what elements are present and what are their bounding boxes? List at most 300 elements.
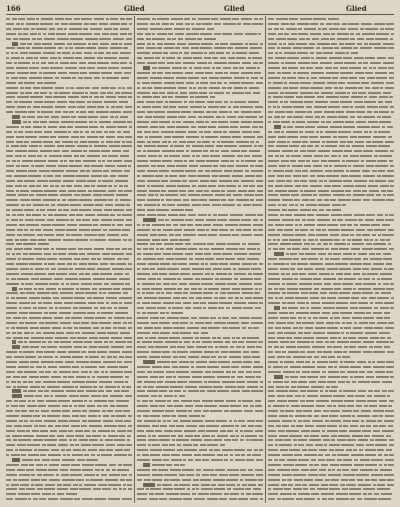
text-line [268, 51, 394, 55]
text-line [268, 370, 394, 374]
text-line [268, 213, 394, 217]
text-line [137, 130, 263, 134]
text-line [137, 233, 263, 237]
text-line [268, 463, 394, 467]
text-line [137, 301, 263, 305]
text-line [137, 429, 263, 433]
text-line [137, 345, 263, 349]
text-line [6, 86, 132, 90]
text-line [268, 385, 394, 389]
text-line [6, 321, 132, 325]
text-line [6, 105, 132, 109]
text-line [137, 159, 263, 163]
text-line [137, 394, 263, 398]
text-line [137, 100, 263, 104]
text-line [268, 66, 394, 70]
text-line [137, 453, 263, 457]
text-line [137, 497, 263, 501]
text-line [6, 140, 132, 144]
text-line [268, 414, 394, 418]
text-line [268, 404, 394, 408]
text-line [6, 311, 132, 315]
text-line [268, 360, 394, 364]
text-line [268, 37, 394, 41]
text-line [137, 228, 263, 232]
text-line [6, 203, 132, 207]
text-line [137, 389, 263, 393]
text-line [6, 193, 132, 197]
text-line [137, 81, 263, 85]
text-line [137, 473, 263, 477]
text-line [137, 463, 263, 467]
text-line [6, 331, 132, 335]
text-line [6, 169, 132, 173]
text-line [137, 272, 263, 276]
text-line [137, 193, 263, 197]
text-line [268, 257, 394, 261]
text-line [268, 81, 394, 85]
text-line [137, 311, 263, 315]
text-line [6, 483, 132, 487]
text-line [268, 247, 394, 251]
text-line [268, 389, 394, 393]
text-line [6, 154, 132, 158]
text-line [268, 120, 394, 124]
text-line [6, 438, 132, 442]
text-line [137, 414, 263, 418]
text-line [6, 365, 132, 369]
text-line [137, 296, 263, 300]
text-column-3 [268, 17, 394, 503]
text-line [137, 321, 263, 325]
text-line [137, 61, 263, 65]
text-line [268, 242, 394, 246]
text-line [268, 100, 394, 104]
text-line [6, 360, 132, 364]
text-line [268, 336, 394, 340]
text-line [137, 365, 263, 369]
text-line [268, 46, 394, 50]
text-line [137, 340, 263, 344]
text-line [137, 71, 263, 75]
text-line [268, 144, 394, 148]
text-line [6, 424, 132, 428]
column-divider-2 [265, 16, 266, 503]
text-line [268, 453, 394, 457]
text-line [268, 228, 394, 232]
text-line [268, 429, 394, 433]
text-line [6, 468, 132, 472]
text-line [268, 179, 394, 183]
text-line [268, 350, 394, 354]
text-line [268, 434, 394, 438]
text-line [137, 91, 263, 95]
text-line [137, 208, 263, 212]
text-line [137, 316, 263, 320]
text-line [268, 105, 394, 109]
page-number: 166 [6, 4, 21, 13]
text-line [137, 144, 263, 148]
text-line [137, 135, 263, 139]
text-line [6, 380, 132, 384]
text-line [137, 42, 263, 46]
text-line [6, 242, 132, 246]
text-line [137, 115, 263, 119]
text-line [268, 380, 394, 384]
text-line [137, 27, 263, 31]
text-line [137, 487, 263, 491]
text-line [137, 468, 263, 472]
text-line [6, 135, 132, 139]
text-line [268, 345, 394, 349]
text-line [268, 208, 394, 212]
text-line [268, 267, 394, 271]
text-line [268, 223, 394, 227]
text-line [268, 86, 394, 90]
text-line [137, 448, 263, 452]
text-line [6, 228, 132, 232]
text-line [268, 296, 394, 300]
text-line [137, 443, 263, 447]
text-line [6, 453, 132, 457]
text-line [137, 154, 263, 158]
text-line [137, 203, 263, 207]
text-line [6, 149, 132, 153]
text-line [6, 130, 132, 134]
text-line [268, 321, 394, 325]
text-line [6, 208, 132, 212]
text-line [268, 448, 394, 452]
text-line [268, 159, 394, 163]
text-line [268, 306, 394, 310]
text-line [268, 458, 394, 462]
text-line [137, 434, 263, 438]
text-line [268, 252, 394, 256]
text-line [137, 424, 263, 428]
text-line [137, 66, 263, 70]
text-line [137, 380, 263, 384]
text-line [137, 287, 263, 291]
text-line [268, 125, 394, 129]
text-line [6, 301, 132, 305]
text-line [137, 257, 263, 261]
text-line [268, 184, 394, 188]
text-line [6, 218, 132, 222]
text-line [137, 291, 263, 295]
text-line [6, 223, 132, 227]
text-line [137, 242, 263, 246]
text-line [6, 497, 132, 501]
text-line [6, 443, 132, 447]
text-line [137, 262, 263, 266]
text-line [6, 355, 132, 359]
text-line [137, 409, 263, 413]
text-line [6, 478, 132, 482]
text-line [137, 51, 263, 55]
text-line [6, 385, 132, 389]
text-line [6, 370, 132, 374]
text-line [6, 473, 132, 477]
text-line [137, 350, 263, 354]
text-line [268, 438, 394, 442]
text-line [268, 409, 394, 413]
text-line [268, 365, 394, 369]
headword-center: Glied [224, 4, 245, 13]
text-line [268, 468, 394, 472]
text-line [137, 438, 263, 442]
text-line [137, 22, 263, 26]
text-line [137, 247, 263, 251]
text-line [268, 149, 394, 153]
text-line [137, 218, 263, 222]
text-line [6, 115, 132, 119]
text-line [137, 326, 263, 330]
text-line [137, 140, 263, 144]
text-line [6, 340, 132, 344]
text-line [6, 213, 132, 217]
text-line [137, 184, 263, 188]
text-line [268, 71, 394, 75]
text-line [6, 56, 132, 60]
text-line [137, 267, 263, 271]
text-line [137, 76, 263, 80]
text-line [268, 262, 394, 266]
text-line [268, 95, 394, 99]
text-line [6, 429, 132, 433]
text-line [6, 458, 132, 462]
text-line [6, 399, 132, 403]
text-line [137, 223, 263, 227]
text-line [268, 301, 394, 305]
text-column-1 [6, 17, 132, 503]
text-column-2 [137, 17, 263, 503]
text-line [6, 27, 132, 31]
text-line [6, 233, 132, 237]
text-line [137, 252, 263, 256]
text-line [6, 51, 132, 55]
text-line [6, 272, 132, 276]
text-line [137, 370, 263, 374]
text-line [268, 316, 394, 320]
text-line [268, 130, 394, 134]
text-line [268, 419, 394, 423]
text-line [137, 399, 263, 403]
text-line [268, 287, 394, 291]
text-line [268, 424, 394, 428]
text-line [6, 419, 132, 423]
text-line [137, 169, 263, 173]
text-line [137, 375, 263, 379]
text-line [6, 81, 132, 85]
text-line [268, 27, 394, 31]
text-line [6, 336, 132, 340]
text-line [268, 203, 394, 207]
text-line [6, 434, 132, 438]
text-line [137, 331, 263, 335]
text-line [6, 394, 132, 398]
text-line [268, 218, 394, 222]
text-line [268, 198, 394, 202]
text-line [6, 125, 132, 129]
text-line [137, 32, 263, 36]
text-line [137, 306, 263, 310]
text-line [6, 282, 132, 286]
text-line [268, 193, 394, 197]
text-line [137, 56, 263, 60]
text-line [268, 443, 394, 447]
text-line [6, 345, 132, 349]
text-line [268, 17, 394, 21]
text-line [268, 22, 394, 26]
text-line [137, 17, 263, 21]
text-line [137, 238, 263, 242]
text-line [137, 105, 263, 109]
text-line [6, 448, 132, 452]
text-line [6, 17, 132, 21]
text-line [137, 419, 263, 423]
text-line [6, 120, 132, 124]
text-line [6, 296, 132, 300]
text-line [137, 492, 263, 496]
text-line [137, 46, 263, 50]
text-line [6, 46, 132, 50]
text-line [268, 375, 394, 379]
text-line [6, 375, 132, 379]
column-divider-1 [134, 16, 135, 503]
text-line [6, 291, 132, 295]
text-line [268, 76, 394, 80]
text-line [268, 272, 394, 276]
text-line [6, 95, 132, 99]
text-line [6, 61, 132, 65]
text-line [6, 409, 132, 413]
text-line [137, 164, 263, 168]
text-line [268, 32, 394, 36]
text-line [137, 483, 263, 487]
text-line [137, 120, 263, 124]
text-line [6, 316, 132, 320]
text-line [6, 76, 132, 80]
text-line [268, 61, 394, 65]
text-line [268, 91, 394, 95]
text-line [6, 66, 132, 70]
text-line [6, 267, 132, 271]
text-line [268, 473, 394, 477]
text-line [6, 287, 132, 291]
text-line [6, 110, 132, 114]
text-line [6, 247, 132, 251]
text-line [268, 497, 394, 501]
text-line [137, 149, 263, 153]
text-line [6, 198, 132, 202]
text-line [6, 277, 132, 281]
text-line [268, 355, 394, 359]
text-line [137, 458, 263, 462]
text-line [268, 492, 394, 496]
text-line [137, 125, 263, 129]
text-line [6, 306, 132, 310]
text-line [6, 42, 132, 46]
text-line [137, 213, 263, 217]
text-line [137, 86, 263, 90]
text-line [137, 360, 263, 364]
text-line [6, 174, 132, 178]
text-line [137, 110, 263, 114]
text-line [6, 189, 132, 193]
text-line [268, 169, 394, 173]
text-line [268, 331, 394, 335]
text-line [268, 311, 394, 315]
text-line [268, 164, 394, 168]
text-line [6, 22, 132, 26]
text-line [6, 414, 132, 418]
text-line [6, 487, 132, 491]
text-line [268, 478, 394, 482]
text-line [137, 355, 263, 359]
text-line [137, 385, 263, 389]
text-line [268, 399, 394, 403]
text-line [6, 100, 132, 104]
text-line [6, 350, 132, 354]
text-line [137, 282, 263, 286]
text-line [6, 463, 132, 467]
text-line [137, 179, 263, 183]
text-line [6, 238, 132, 242]
text-line [268, 483, 394, 487]
text-line [6, 492, 132, 496]
text-line [6, 252, 132, 256]
text-line [268, 189, 394, 193]
text-line [268, 115, 394, 119]
text-line [137, 404, 263, 408]
text-line [268, 135, 394, 139]
text-line [268, 238, 394, 242]
text-line [6, 184, 132, 188]
text-line [6, 404, 132, 408]
text-line [6, 257, 132, 261]
headword-right: Glied [346, 4, 367, 13]
text-line [6, 389, 132, 393]
text-line [268, 174, 394, 178]
text-line [268, 277, 394, 281]
text-line [137, 174, 263, 178]
text-line [137, 277, 263, 281]
text-line [6, 144, 132, 148]
text-line [268, 154, 394, 158]
text-line [137, 95, 263, 99]
text-line [137, 336, 263, 340]
text-line [268, 56, 394, 60]
text-line [137, 478, 263, 482]
text-line [268, 42, 394, 46]
text-line [6, 71, 132, 75]
text-line [268, 282, 394, 286]
text-line [268, 326, 394, 330]
text-line [6, 262, 132, 266]
text-line [268, 233, 394, 237]
text-line [6, 37, 132, 41]
text-line [6, 326, 132, 330]
text-line [137, 198, 263, 202]
text-line [268, 140, 394, 144]
text-line [268, 340, 394, 344]
text-line [268, 110, 394, 114]
text-line [268, 487, 394, 491]
text-line [6, 159, 132, 163]
text-line [6, 179, 132, 183]
text-line [268, 394, 394, 398]
text-line [137, 37, 263, 41]
